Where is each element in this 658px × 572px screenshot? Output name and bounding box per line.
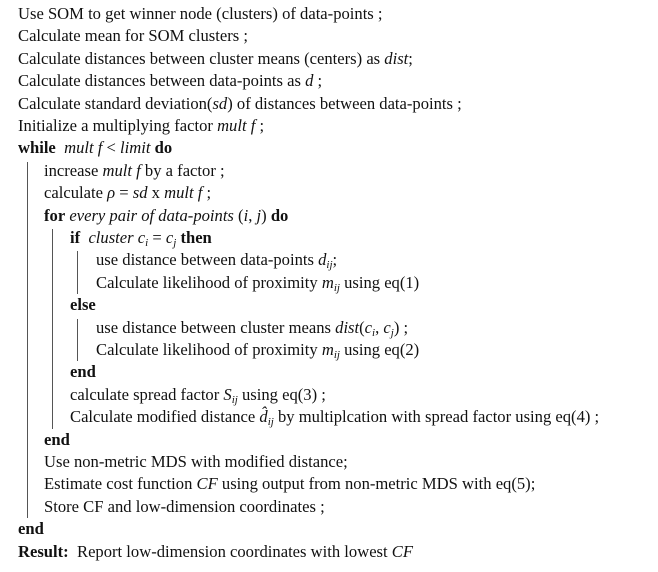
math-symbol: S <box>223 384 232 404</box>
line-text: by a factor ; <box>140 160 225 180</box>
line-text: Calculate distances between data-points as <box>18 71 306 91</box>
math-symbol: d̂ <box>259 407 268 427</box>
math-symbol: mult f <box>102 160 141 180</box>
line-text: calculate <box>44 183 108 203</box>
math-symbol: ij <box>333 281 340 294</box>
algorithm-line <box>18 541 413 563</box>
math-symbol: mult f <box>64 138 103 158</box>
algorithm-line <box>44 205 288 227</box>
line-text: ) of distances between data-points ; <box>227 93 462 113</box>
math-symbol: dist <box>384 48 409 68</box>
algorithm-line <box>18 48 413 70</box>
line-text: Store CF and low-dimension coordinates ; <box>44 496 325 516</box>
line-text: ) ; <box>393 317 409 337</box>
line-text: using eq(3) ; <box>237 384 326 404</box>
algorithm-line <box>70 361 96 383</box>
algorithm-line <box>96 249 337 271</box>
math-symbol: c <box>364 317 373 337</box>
line-text: < <box>102 138 121 158</box>
algorithm-line <box>44 451 348 473</box>
math-symbol: mult f <box>164 183 203 203</box>
math-symbol: CF <box>391 541 413 561</box>
math-symbol: limit <box>120 138 151 158</box>
block-guide-line <box>77 319 78 362</box>
line-text: ; <box>313 71 323 91</box>
line-text: ( <box>359 317 365 337</box>
line-text: , <box>375 317 384 337</box>
line-text: Estimate cost function <box>44 474 197 494</box>
block-guide-line <box>27 162 28 518</box>
math-symbol: i <box>145 237 149 249</box>
line-text: calculate spread factor <box>70 384 224 404</box>
line-text: by multiplcation with spread factor using eq(4) ; <box>273 407 600 427</box>
math-symbol: mult f <box>217 116 256 135</box>
line-text: use distance between data-points <box>96 250 319 270</box>
algorithm-line <box>96 317 408 339</box>
algorithm-line <box>44 429 70 451</box>
math-symbol: sd <box>212 93 228 113</box>
line-text: ( <box>233 205 244 225</box>
algorithm-line <box>18 137 172 159</box>
math-symbol: i <box>372 326 376 339</box>
keyword: end <box>44 429 70 449</box>
math-symbol: dist <box>335 317 360 337</box>
algorithm-line <box>96 272 419 294</box>
line-text: Report low-dimension coordinates with lowest <box>68 541 392 561</box>
algorithm-line <box>70 406 599 428</box>
math-symbol: c <box>165 228 174 247</box>
algorithm-line <box>96 339 419 361</box>
line-text <box>56 138 64 157</box>
line-text: Use non-metric MDS with modified distance; <box>44 452 348 471</box>
line-text: use distance between cluster means <box>96 317 336 337</box>
line-text: increase <box>44 160 103 180</box>
algorithm-line <box>18 115 264 137</box>
math-symbol: ij <box>267 416 274 429</box>
algorithm-line <box>44 473 535 495</box>
algorithm-line <box>70 384 326 406</box>
algorithm-line <box>18 3 383 25</box>
line-text: using eq(2) <box>339 340 420 359</box>
line-text: ) <box>261 205 271 225</box>
math-symbol: m <box>321 340 334 359</box>
line-text: ; <box>332 250 338 270</box>
line-text: ; <box>408 48 413 68</box>
line-text: Calculate distances between cluster means (centers) as <box>18 48 385 68</box>
line-text: = <box>148 228 166 247</box>
line-text: using output from non-metric MDS with eq(5); <box>217 474 536 494</box>
math-symbol: cluster c <box>88 228 146 247</box>
math-symbol: j <box>173 237 177 249</box>
math-symbol: sd <box>132 183 148 203</box>
algorithm-line <box>18 70 322 92</box>
line-text: Use SOM to get winner node (clusters) of data-points ; <box>18 4 383 23</box>
line-text: , <box>248 205 257 225</box>
algorithm-line <box>44 496 325 518</box>
keyword: end <box>70 362 96 382</box>
line-text: Calculate standard deviation( <box>18 93 213 113</box>
math-symbol: c <box>383 317 391 337</box>
math-symbol: j <box>256 205 262 225</box>
keyword: do <box>154 138 173 158</box>
math-symbol: i <box>243 205 249 225</box>
block-guide-line <box>52 229 53 429</box>
line-text: using eq(1) <box>339 272 420 292</box>
keyword: do <box>270 205 289 225</box>
math-symbol: j <box>390 326 394 339</box>
keyword: else <box>70 295 96 315</box>
keyword: end <box>18 519 44 539</box>
math-symbol: d <box>305 71 314 91</box>
math-symbol: ij <box>231 393 238 406</box>
math-symbol: ij <box>326 259 333 272</box>
line-text: Calculate likelihood of proximity <box>96 272 322 292</box>
line-text: ; <box>255 116 265 135</box>
line-text: Calculate likelihood of proximity <box>96 340 322 359</box>
keyword: then <box>180 228 212 247</box>
algorithm-line <box>18 518 44 540</box>
algorithm-line <box>44 160 225 182</box>
keyword: if <box>70 228 81 247</box>
line-text: Calculate mean for SOM clusters ; <box>18 26 248 46</box>
line-text: Initialize a multiplying factor <box>18 116 218 135</box>
algorithm-line <box>18 25 248 47</box>
keyword: Result: <box>18 541 69 561</box>
keyword: for <box>44 205 66 225</box>
keyword: while <box>18 138 56 158</box>
line-text: = <box>115 183 133 203</box>
math-symbol: every pair of data-points <box>69 205 234 225</box>
line-text: ; <box>202 183 212 203</box>
math-symbol: CF <box>196 474 218 494</box>
block-guide-line <box>77 251 78 294</box>
math-symbol: d <box>318 250 327 270</box>
algorithm-line <box>70 227 212 249</box>
algorithm-line <box>18 93 462 115</box>
math-symbol: ij <box>333 349 340 361</box>
line-text: x <box>147 183 165 203</box>
line-text: Calculate modified distance <box>70 407 260 427</box>
algorithm-line <box>70 294 96 316</box>
algorithm-line <box>44 182 211 204</box>
math-symbol: ρ <box>107 183 116 203</box>
math-symbol: m <box>321 272 334 292</box>
